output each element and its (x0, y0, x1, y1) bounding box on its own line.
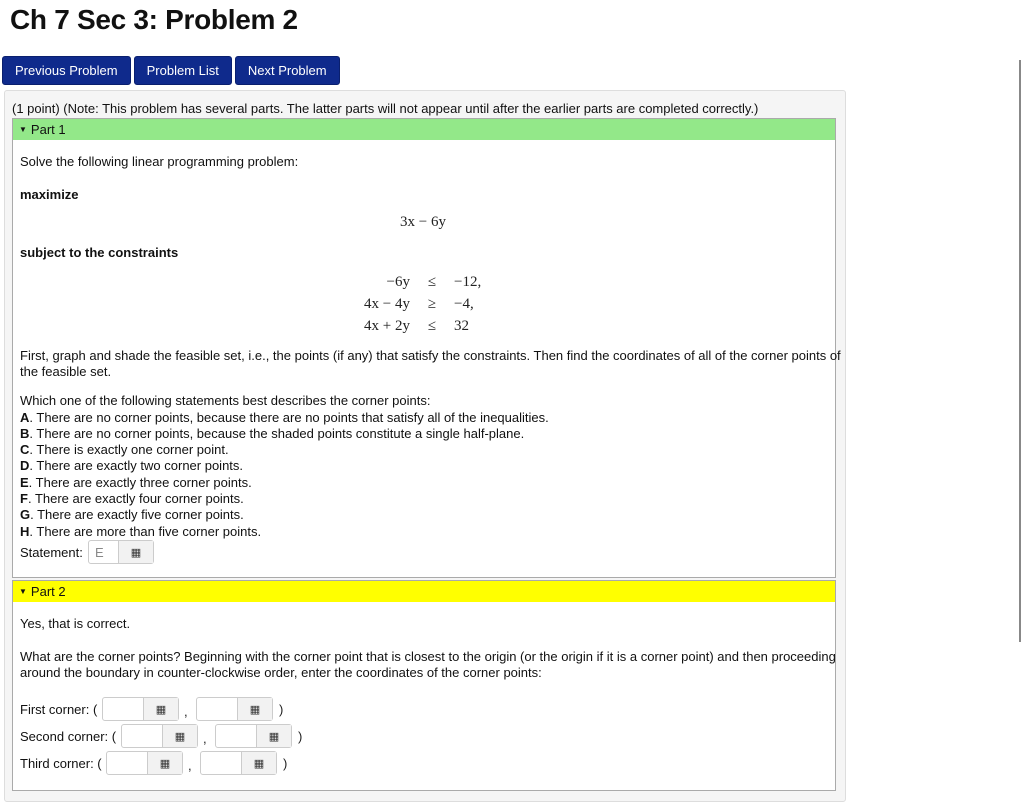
statement-answer-input[interactable] (88, 540, 154, 564)
equation-editor-icon[interactable]: ▦ (147, 752, 182, 774)
option-h-letter: H (20, 524, 30, 539)
second-corner-x-field[interactable] (122, 725, 162, 747)
corner-points-question-line-2: around the boundary in counter-clockwise order, enter the coordinates of the corner points: (20, 665, 542, 680)
corner-points-question-line-1: What are the corner points? Beginning with the corner point that is closest to the origin (or the origin if it is a corner point) and then proceeding (20, 649, 836, 664)
first-corner-x-input[interactable] (102, 697, 179, 721)
problem-nav (2, 56, 340, 85)
close-paren: ) (279, 702, 284, 717)
part-2-body (12, 602, 836, 791)
third-corner-x-field[interactable] (107, 752, 147, 774)
constraint-1-op: ≤ (427, 274, 437, 290)
constraint-3-rhs: 32 (454, 318, 469, 334)
constraint-3-lhs: 4x + 2y (364, 318, 410, 334)
option-d (20, 458, 243, 473)
option-a (20, 410, 549, 425)
part-2-title: Part 2 (30, 584, 66, 599)
next-problem-button[interactable]: Next Problem (235, 56, 340, 85)
option-c-letter: C (20, 442, 30, 457)
third-corner-y-field[interactable] (201, 752, 241, 774)
third-corner-label: Third corner: ( (20, 756, 102, 771)
comma-separator: , (184, 704, 188, 719)
option-f-letter: F (20, 491, 28, 506)
corner-question: Which one of the following statements best describes the corner points: (20, 393, 431, 408)
first-corner-x-field[interactable] (103, 698, 143, 720)
constraint-2-op: ≥ (427, 296, 437, 312)
third-corner-x-input[interactable] (106, 751, 183, 775)
problem-intro: (1 point) (Note: This problem has several parts. The latter parts will not appear until after the earlier parts are completed correctly.) (12, 101, 759, 116)
option-f (20, 491, 244, 506)
second-corner-x-input[interactable] (121, 724, 198, 748)
option-d-text: . There are exactly two corner points. (29, 458, 244, 473)
option-e-text: . There are exactly three corner points. (28, 475, 252, 490)
comma-separator: , (188, 758, 192, 773)
close-paren: ) (283, 756, 288, 771)
constraints-label: subject to the constraints (20, 245, 179, 260)
option-g-letter: G (20, 507, 31, 522)
problem-list-button[interactable]: Problem List (134, 56, 232, 85)
problem-container (4, 90, 846, 802)
second-corner-label: Second corner: ( (20, 729, 117, 744)
option-d-letter: D (20, 458, 30, 473)
constraint-1-lhs: −6y (386, 274, 410, 290)
equation-editor-icon[interactable]: ▦ (118, 541, 153, 563)
instruction-line-1: First, graph and shade the feasible set, i.e., the points (if any) that satisfy the constraints. Then find the coordinates of all of the corner points of (20, 348, 841, 363)
objective-function: 3x − 6y (400, 214, 446, 230)
statement-answer-value[interactable]: E (95, 544, 104, 560)
correct-feedback: Yes, that is correct. (20, 616, 131, 631)
equation-editor-icon[interactable]: ▦ (256, 725, 291, 747)
option-b (20, 426, 524, 441)
equation-editor-icon[interactable]: ▦ (143, 698, 178, 720)
constraint-1-rhs: −12, (454, 274, 482, 290)
constraint-3-op: ≤ (427, 318, 437, 334)
part-1-prompt: Solve the following linear programming problem: (20, 154, 299, 169)
option-c (20, 442, 229, 457)
option-h-text: . There are more than five corner points. (29, 524, 262, 539)
option-c-text: . There is exactly one corner point. (29, 442, 229, 457)
option-f-text: . There are exactly four corner points. (27, 491, 244, 506)
option-g-text: . There are exactly five corner points. (30, 507, 244, 522)
option-e (20, 475, 252, 490)
second-corner-y-input[interactable] (215, 724, 292, 748)
option-a-text: . There are no corner points, because there are no points that satisfy all of the inequalities. (29, 410, 549, 425)
option-e-letter: E (20, 475, 29, 490)
page-title: Ch 7 Sec 3: Problem 2 (10, 4, 298, 35)
part-1-title: Part 1 (30, 122, 66, 137)
first-corner-y-input[interactable] (196, 697, 273, 721)
comma-separator: , (203, 731, 207, 746)
equation-editor-icon[interactable]: ▦ (162, 725, 197, 747)
equation-editor-icon[interactable]: ▦ (237, 698, 272, 720)
option-b-letter: B (20, 426, 30, 441)
previous-problem-button[interactable]: Previous Problem (2, 56, 131, 85)
third-corner-y-input[interactable] (200, 751, 277, 775)
option-b-text: . There are no corner points, because the shaded points constitute a single half-plane. (29, 426, 525, 441)
first-corner-label: First corner: ( (20, 702, 98, 717)
statement-label: Statement: (20, 545, 83, 560)
constraint-2-rhs: −4, (454, 296, 474, 312)
part-1-header[interactable] (12, 118, 836, 141)
instruction-line-2: the feasible set. (20, 364, 112, 379)
part-1-body (12, 140, 841, 578)
collapse-triangle-icon: ▼ (19, 125, 27, 134)
first-corner-y-field[interactable] (197, 698, 237, 720)
part-2-header[interactable] (12, 580, 836, 603)
constraint-2-lhs: 4x − 4y (364, 296, 410, 312)
option-h (20, 524, 261, 539)
page-scrollbar[interactable] (1019, 60, 1021, 642)
equation-editor-icon[interactable]: ▦ (241, 752, 276, 774)
option-g (20, 507, 244, 522)
collapse-triangle-icon: ▼ (19, 587, 27, 596)
second-corner-y-field[interactable] (216, 725, 256, 747)
option-a-letter: A (20, 410, 30, 425)
close-paren: ) (298, 729, 303, 744)
maximize-label: maximize (20, 187, 79, 202)
